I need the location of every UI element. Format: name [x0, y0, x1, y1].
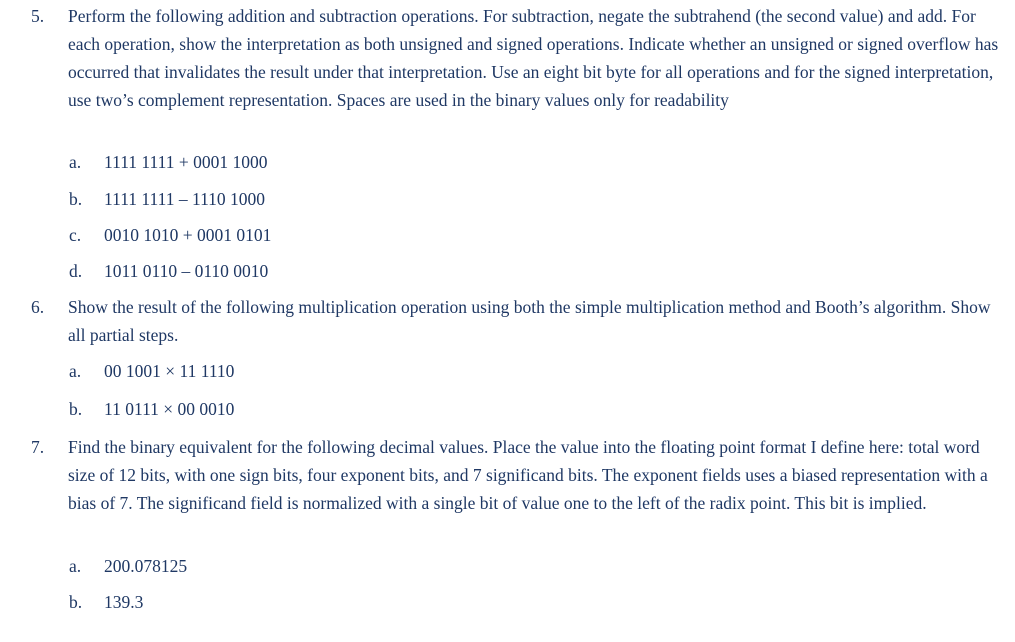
item-expression: 00 1001 × 11 1110 — [104, 361, 235, 381]
item-letter: a. — [69, 361, 82, 381]
item-expression: 1111 1111 + 0001 1000 — [104, 152, 268, 172]
problem-number: 6. — [31, 297, 45, 317]
item-letter: b. — [69, 399, 83, 419]
item-letter: d. — [69, 261, 83, 281]
item-expression: 200.078125 — [104, 556, 188, 576]
item-letter: a. — [69, 152, 82, 172]
item-letter: b. — [69, 189, 83, 209]
item-letter: c. — [69, 225, 82, 245]
item-letter: a. — [69, 556, 82, 576]
item-expression: 139.3 — [104, 592, 144, 612]
item-expression: 11 0111 × 00 0010 — [104, 399, 235, 419]
item-expression: 0010 1010 + 0001 0101 — [104, 225, 272, 245]
problem-number: 5. — [31, 6, 45, 26]
problem-number: 7. — [31, 437, 45, 457]
problem-text: Find the binary equivalent for the following decimal values. Place the value into the floating point format I define here: total word size of 12 bits, with one sign bits, four exponent bits, and 7 significand bits. The exponent fields uses a biased representation with a bias of 7. The significand field is normalized with a single bit of value one to the left of the radix point. This bit is implied. — [68, 437, 988, 513]
item-expression: 1011 0110 – 0110 0010 — [104, 261, 269, 281]
item-expression: 1111 1111 – 1110 1000 — [104, 189, 266, 209]
problem-text: Show the result of the following multiplication operation using both the simple multiplication method and Booth’s algorithm. Show all partial steps. — [68, 297, 991, 345]
item-letter: b. — [69, 592, 83, 612]
problem-text: Perform the following addition and subtraction operations. For subtraction, negate the subtrahend (the second value) and add. For each operation, show the interpretation as both unsigned and signed operations. Indicate whether an unsigned or signed overflow has occurred that invalidates the result under that interpretation. Use an eight bit byte for all operations and for the signed interpretation, use two’s complement representation. Spaces are used in the binary values only for readability — [68, 6, 999, 110]
